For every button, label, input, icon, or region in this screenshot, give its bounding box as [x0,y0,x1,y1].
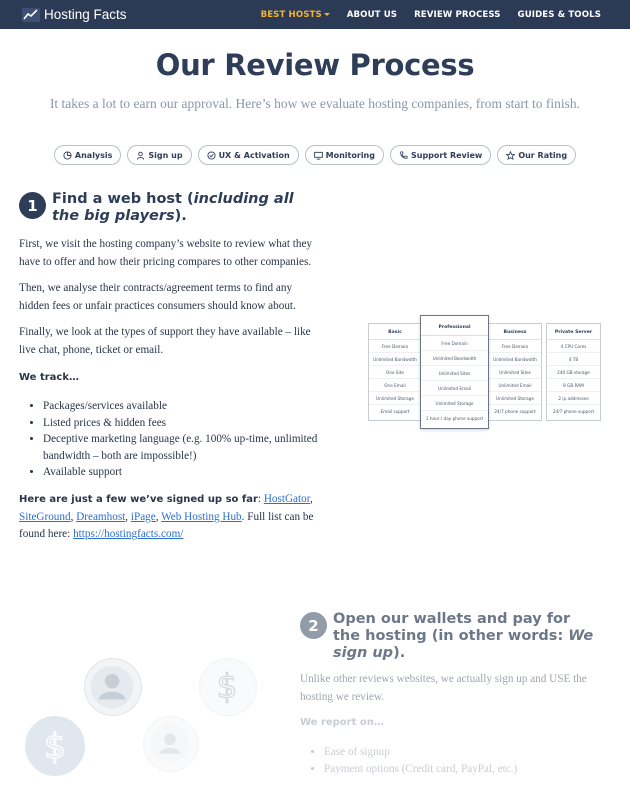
user-icon [136,151,145,160]
page-subtitle: It takes a lot to earn our approval. Here’s how we evaluate hosting companies, from start to finish. [49,96,581,111]
plan-feature: Unlimited Email [489,379,541,392]
list-item: • Packages/services available [43,398,328,415]
we-track-list [43,398,328,481]
link-hostgator[interactable]: HostGator [263,493,310,505]
nav-guides-tools[interactable]: GUIDES & TOOLS [517,9,601,20]
signed-up-lead: Here are just a few we’ve signed up so far [19,494,258,505]
pill-label: Analysis [74,150,113,160]
dollar-coin-illustration-large [25,716,85,776]
we-track-title: We track… [19,372,79,383]
plan-feature: Unlimited Storage [421,396,488,411]
section2-heading [333,611,598,662]
heading-italic: including all the big players [52,191,294,224]
section-pills [0,145,630,165]
pill-monitoring[interactable] [305,145,384,165]
full-list-text: . Full list can be found here: [19,510,314,540]
plan-name: Private Server [547,324,600,340]
nav-links [244,0,601,29]
check-circle-icon [207,151,216,160]
pill-analysis[interactable] [54,145,122,165]
page-title: Our Review Process [155,48,475,82]
user-avatar-illustration [84,658,142,716]
plan-feature: Unlimited Bandwidth [489,353,541,366]
list-item: • Deceptive marketing language (e.g. 100% up-time, unlimited bandwidth – both are impossible!) [43,431,328,464]
phone-icon [399,151,408,160]
plan-feature: Free Domain [489,340,541,353]
nav-best-hosts-label: BEST HOSTS [260,9,322,20]
list-item: • Available support [43,464,328,481]
plan-feature: 8 GB RAM [547,379,600,392]
dollar-icon [25,716,85,776]
plan-feature: Unlimited Bandwidth [421,351,488,366]
plan-name: Business [489,324,541,340]
we-report-list [324,744,604,778]
plan-feature: Free Domain [369,340,421,353]
plan-feature: One Site [369,366,421,379]
plan-feature: Unlimited Storage [369,392,421,405]
monitor-icon [314,151,323,160]
plan-name: Professional [421,316,488,336]
plan-feature: Unlimited Bandwidth [369,353,421,366]
we-report-title: We report on… [300,717,384,728]
pricing-column-basic [368,323,422,421]
dollar-icon [200,659,256,715]
chart-trend-icon [22,8,40,22]
link-siteground[interactable]: SiteGround [19,510,71,523]
link-full-list[interactable]: https://hostingfacts.com/ [73,528,184,540]
plan-feature: Email support [380,408,410,414]
user-icon [144,717,198,771]
section2-paragraph: Unlike other reviews websites, we actually sign up and USE the hosting we review. [300,673,587,703]
nav-best-hosts[interactable] [261,10,330,20]
plan-feature: 4 TB [547,353,600,366]
dollar-coin-illustration [199,658,257,716]
plan-feature: Free Domain [421,336,488,351]
pill-label: Monitoring [325,150,375,160]
plan-feature: 2 ip addresses [547,392,600,405]
plan-feature: Unlimited Sites [489,366,541,379]
list-item: • Listed prices & hidden fees [43,415,328,432]
top-nav [0,0,630,29]
heading-text: Open our wallets and pay for the hosting (in other words: [333,611,571,644]
pill-label: Sign up [148,150,183,160]
heading-italic: We sign up [333,628,594,661]
user-avatar-illustration-small [143,716,199,772]
svg-text:$: $ [216,667,238,706]
list-item: • Payment options (Credit card, PayPal, etc.) [324,761,604,778]
plan-feature: 24/7 phone support [494,408,536,414]
link-ipage[interactable]: iPage [130,510,156,523]
plan-feature: Unlimited Sites [421,366,488,381]
chevron-down-icon [324,13,330,16]
pricing-column-private-server [546,323,601,421]
pill-support-review[interactable] [390,145,491,165]
logo-text: Hosting Facts [44,7,127,22]
nav-review-process[interactable]: REVIEW PROCESS [414,9,501,20]
pill-label: UX & Activation [218,150,290,160]
plan-feature: 240 GB storage [547,366,600,379]
section1-paragraph-2: Then, we analyse their contracts/agreement terms to find any hidden fees or unfair practices consumers should know about. [19,282,296,312]
plan-name: Basic [369,324,421,340]
plan-feature: Unlimited Storage [489,392,541,405]
pricing-column-professional [420,315,489,429]
nav-about-us[interactable]: ABOUT US [346,9,398,20]
pill-label: Our Rating [518,150,568,160]
link-web-hosting-hub[interactable]: Web Hosting Hub [161,510,242,523]
logo[interactable] [22,7,127,22]
section1-paragraph-3: Finally, we look at the types of support they have available – like live chat, phone, ticket or email. [19,326,311,356]
pill-our-rating[interactable] [497,145,576,165]
section1-heading [52,191,322,225]
pill-ux-activation[interactable] [198,145,299,165]
colon: : [257,493,264,505]
heading-text: Find a web host ( [52,191,194,207]
section1-paragraph-1: First, we visit the hosting company’s website to review what they have to offer and how their pricing compares to other companies. [19,238,313,268]
link-dreamhost[interactable]: Dreamhost [76,510,126,523]
heading-end: ). [174,208,187,224]
step-number-badge: 1 [19,192,46,219]
plan-feature: 4 CPU Cores [547,340,600,353]
heading-end: ). [393,645,406,661]
step-number-badge: 2 [300,612,327,639]
pill-label: Support Review [410,150,483,160]
plan-feature: Unlimited Email [421,381,488,396]
pie-chart-icon [63,151,72,160]
plan-feature: 1 hour / day phone support [425,415,484,421]
list-item: • Ease of signup [324,744,604,761]
pricing-column-business [488,323,542,421]
pill-sign-up[interactable] [127,145,191,165]
svg-text:$: $ [44,727,66,767]
plan-feature: 24/7 phone support [552,408,595,414]
plan-feature: One Email [369,379,421,392]
user-icon [85,659,141,715]
star-icon [506,151,515,160]
signed-up-paragraph: Here are just a few we’ve signed up so far: HostGator, SiteGround, Dreamhost, iPage, Web Hosting Hub. Full list can be found here: https://hostingfacts.com/ [19,493,314,540]
